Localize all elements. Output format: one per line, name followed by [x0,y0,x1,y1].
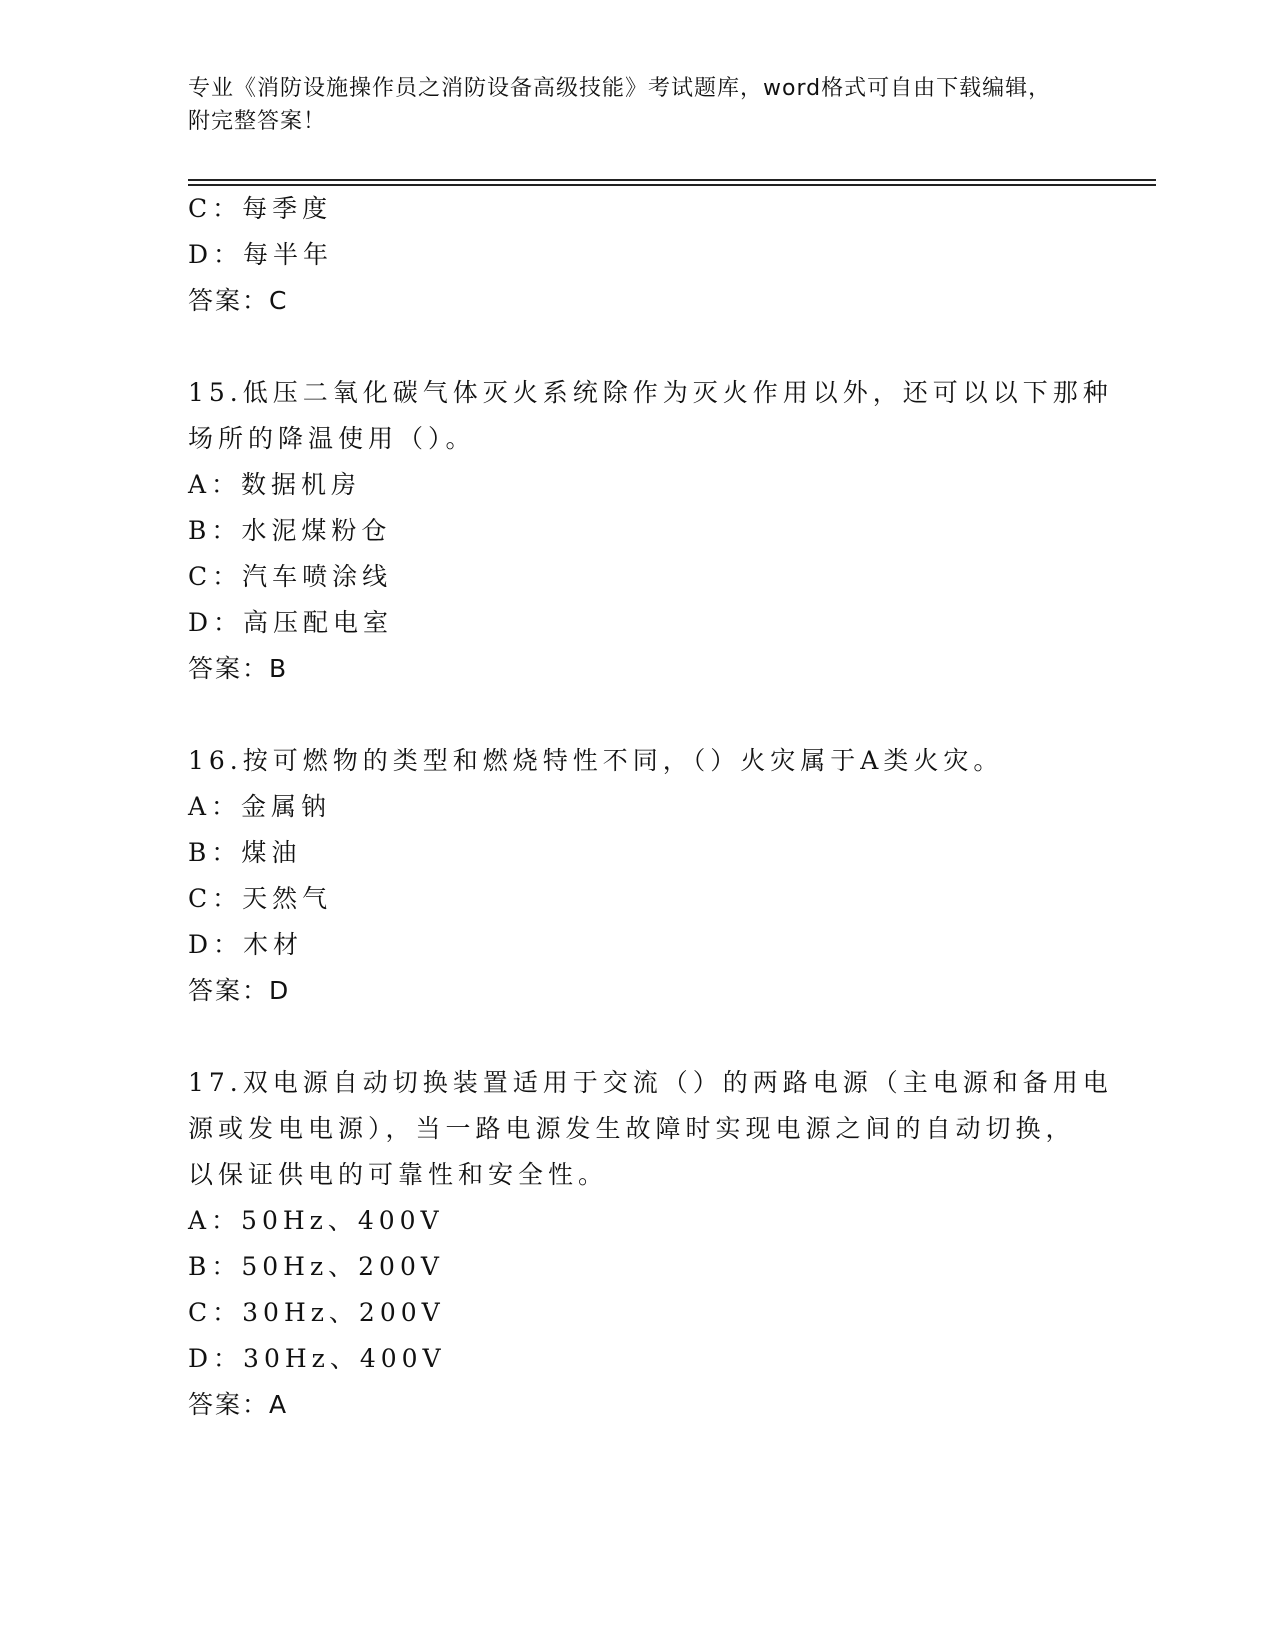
answer-line: 答案：C [188,286,289,315]
option-c: C：30Hz、200V [188,1298,445,1327]
option-b: B：50Hz、200V [188,1252,444,1281]
question-16 [188,738,1088,1014]
header-divider-top [188,179,1156,181]
question-text-line-3: 以保证供电的可靠性和安全性。 [188,1160,609,1189]
option-b: B：水泥煤粉仓 [188,516,392,545]
option-d: D：木材 [188,930,304,959]
answer-line: 答案：D [188,976,291,1005]
spacer [188,324,1088,370]
spacer [188,1014,1088,1060]
question-text-line-1: 15.低压二氧化碳气体灭火系统除作为灭火作用以外，还可以以下那种 [188,378,1113,407]
question-15 [188,370,1113,692]
option-d: D：高压配电室 [188,608,394,637]
option-d: D：30Hz、400V [188,1344,446,1373]
question-text-line-2: 源或发电电源），当一路电源发生故障时实现电源之间的自动切换， [188,1114,1076,1143]
question-14-partial [188,186,1088,324]
question-text-line-1: 17.双电源自动切换装置适用于交流（）的两路电源（主电源和备用电 [188,1068,1113,1097]
option-a: A：数据机房 [188,470,362,499]
option-a: A：50Hz、400V [188,1206,444,1235]
option-b: B：煤油 [188,838,302,867]
answer-line: 答案：A [188,1390,289,1419]
option-c: C：汽车喷涂线 [188,562,393,591]
option-c: C：每季度 [188,194,333,223]
option-d: D：每半年 [188,240,334,269]
question-17 [188,1060,1113,1428]
spacer [188,692,1088,738]
option-a: A：金属钠 [188,792,332,821]
question-list [188,186,1113,1428]
answer-line: 答案：B [188,654,289,683]
question-text-line-2: 场所的降温使用（）。 [188,424,476,453]
option-c: C：天然气 [188,884,333,913]
question-text-line-1: 16.按可燃物的类型和燃烧特性不同，（）火灾属于A类火灾。 [188,746,1004,775]
document-header: 专业《消防设施操作员之消防设备高级技能》考试题库，word格式可自由下载编辑，附完整答案！ [188,76,1052,134]
